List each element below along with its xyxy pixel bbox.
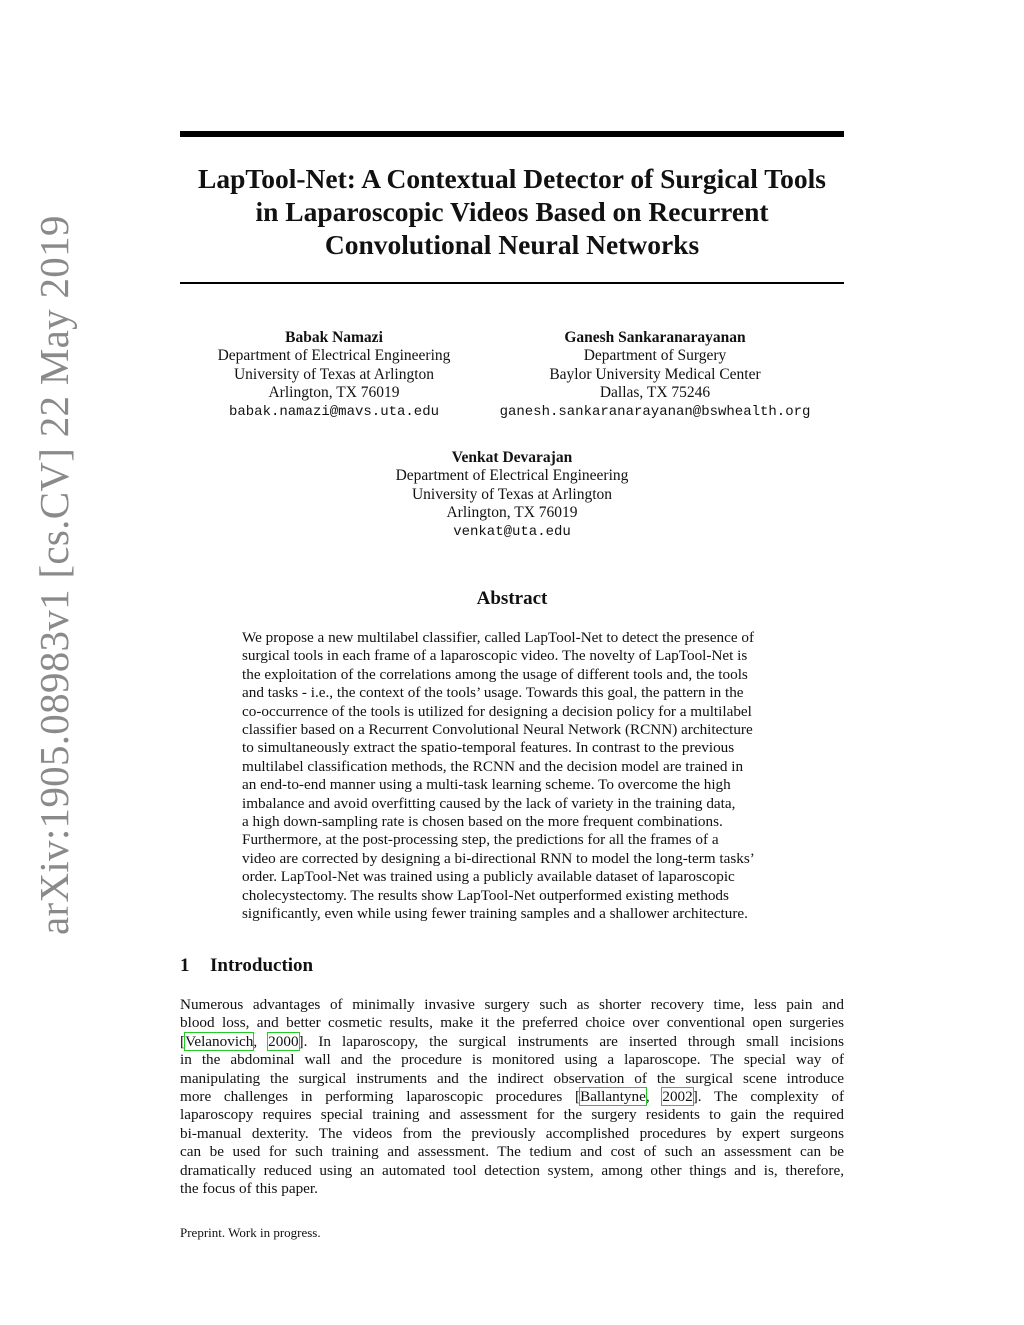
abstract-line: Furthermore, at the post-processing step, the predictions for all the frames of a: [242, 831, 719, 849]
author-department: Department of Electrical Engineering: [395, 467, 629, 485]
intro-line: blood loss, and better cosmetic results, make it the preferred choice over conventional open surgeries: [180, 1014, 844, 1032]
intro-line-text: ]. In laparoscopy, the surgical instruments are inserted through small incisions: [298, 1032, 844, 1050]
citation-ballantyne-author[interactable]: Ballantyne: [580, 1088, 646, 1106]
author-location: Dallas, TX 75246: [599, 384, 711, 402]
cite-bracket: [: [180, 1032, 186, 1050]
title-bottom-rule: [180, 282, 844, 284]
author-email: ganesh.sankaranarayanan@bswhealth.org: [499, 403, 811, 420]
intro-line: Numerous advantages of minimally invasive surgery such as shorter recovery time, less pain and: [180, 996, 844, 1013]
author-block-namazi: [182, 329, 486, 421]
paper-title: [170, 162, 854, 261]
title-top-rule: [180, 131, 844, 137]
section-heading-introduction: [180, 955, 313, 977]
intro-line: [180, 1088, 844, 1106]
citation-velanovich-year[interactable]: 2000: [268, 1032, 299, 1050]
abstract-line: classifier based on a Recurrent Convolutional Neural Network (RCNN) architecture: [242, 721, 753, 739]
intro-line: bi-manual dexterity. The videos from the previously accomplished procedures by expert surgeons: [180, 1124, 844, 1142]
author-location: Arlington, TX 76019: [268, 384, 400, 402]
cite-separator: ,: [253, 1032, 269, 1050]
abstract-line: surgical tools in each frame of a laparoscopic video. The novelty of LapTool-Net is: [242, 647, 748, 665]
author-email: venkat@uta.edu: [453, 523, 571, 540]
author-institution: University of Texas at Arlington: [233, 365, 435, 383]
preprint-footnote: Preprint. Work in progress.: [180, 1225, 321, 1240]
author-block-sankaranarayanan: [480, 329, 830, 421]
section-title: Introduction: [210, 955, 314, 976]
abstract-line: to simultaneously extract the spatio-temporal features. In contrast to the previous: [242, 739, 735, 757]
abstract-line: co-occurrence of the tools is utilized for designing a decision policy for a multilabel: [242, 702, 752, 720]
citation-ballantyne-year[interactable]: 2002: [662, 1088, 693, 1106]
author-institution: Baylor University Medical Center: [549, 365, 761, 383]
intro-line: dramatically reduced using an automated tool detection system, among other things and is, therefore,: [180, 1161, 844, 1179]
intro-line: manipulating the surgical instruments and the indirect observation of the surgical scene introduce: [180, 1069, 844, 1087]
abstract-line: We propose a new multilabel classifier, called LapTool-Net to detect the presence of: [242, 629, 755, 646]
author-name: Babak Namazi: [285, 329, 383, 346]
abstract-line: imbalance and avoid overfitting caused by the lack of variety in the training data,: [242, 794, 736, 812]
abstract-line: order. LapTool-Net was trained using a publicly available dataset of laparoscopic: [242, 868, 735, 886]
title-line: Convolutional Neural Networks: [324, 229, 700, 260]
abstract-line: video are corrected by designing a bi-directional RNN to model the long-term tasks’: [242, 849, 755, 867]
author-block-devarajan: [330, 449, 694, 541]
intro-line-text: more challenges in performing laparoscopic procedures [: [180, 1088, 581, 1106]
abstract-line: an end-to-end manner using a multi-task learning scheme. To overcome the high: [242, 776, 731, 794]
abstract-line: a high down-sampling rate is chosen based on the more frequent combinations.: [242, 813, 723, 831]
arxiv-identifier: arXiv:1905.08983v1 [cs.CV] 22 May 2019: [31, 215, 77, 935]
section-number: 1: [180, 955, 190, 976]
abstract-heading: Abstract: [476, 588, 548, 609]
intro-line: [180, 1033, 844, 1051]
author-name: Venkat Devarajan: [451, 449, 573, 466]
intro-line: the focus of this paper.: [180, 1180, 318, 1198]
title-line: in Laparoscopic Videos Based on Recurrent: [255, 196, 769, 227]
author-institution: University of Texas at Arlington: [411, 485, 613, 503]
abstract-line: significantly, even while using fewer training samples and a shallower architecture.: [242, 905, 748, 923]
author-department: Department of Surgery: [583, 347, 727, 365]
intro-line: laparoscopy requires special training and assessment for the surgery residents to gain the required: [180, 1106, 844, 1124]
abstract-line: cholecystectomy. The results show LapTool-Net outperformed existing methods: [242, 886, 729, 904]
introduction-body: [180, 996, 844, 1198]
author-name: Ganesh Sankaranarayanan: [564, 329, 746, 346]
author-department: Department of Electrical Engineering: [217, 347, 451, 365]
abstract-line: and tasks - i.e., the context of the tools’ usage. Towards this goal, the pattern in the: [242, 684, 744, 702]
abstract-line: multilabel classification methods, the RCNN and the decision model are trained in: [242, 757, 744, 775]
intro-line-text: ]. The complexity of: [692, 1088, 845, 1106]
author-email: babak.namazi@mavs.uta.edu: [228, 403, 440, 420]
arxiv-sidebar-stamp: [14, 0, 94, 1325]
citation-velanovich-author[interactable]: Velanovich: [185, 1032, 254, 1050]
cite-separator: ,: [645, 1088, 663, 1106]
intro-line: in the abdominal wall and the procedure is monitored using a laparoscope. The special way of: [180, 1051, 844, 1069]
intro-line: can be used for such training and assessment. The tedium and cost of such an assessment can be: [180, 1143, 844, 1161]
abstract-body: [242, 629, 784, 924]
author-location: Arlington, TX 76019: [446, 504, 578, 522]
abstract-line: the exploitation of the correlations among the usage of different tools and, the tools: [242, 665, 748, 683]
title-line: LapTool-Net: A Contextual Detector of Surgical Tools: [198, 163, 826, 194]
